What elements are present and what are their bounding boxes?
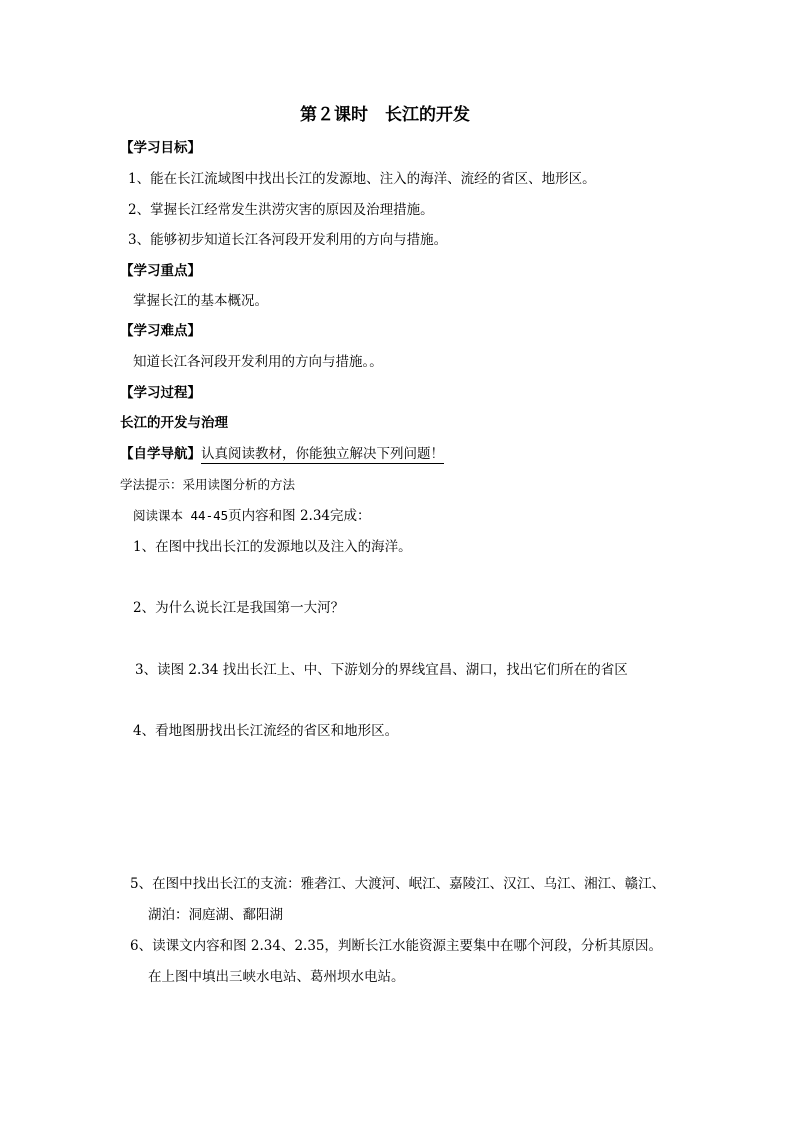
- question-item: 4、看地图册找出长江流经的省区和地形区。: [133, 723, 399, 739]
- key-text: 掌握长江的基本概况。: [133, 293, 268, 309]
- key-heading: 【学习重点】: [120, 263, 201, 279]
- difficulty-heading: 【学习难点】: [120, 323, 201, 339]
- difficulty-text: 知道长江各河段开发利用的方向与措施。。: [133, 354, 383, 370]
- process-heading: 【学习过程】: [120, 385, 201, 401]
- question-item-continuation: 湖泊：洞庭湖、鄱阳湖: [148, 907, 283, 923]
- page-title: 第２课时 长江的开发: [300, 105, 470, 125]
- goal-item: 1、能在长江流域图中找出长江的发源地、注入的海洋、流经的省区、地形区。: [128, 171, 596, 187]
- goal-item: 3、能够初步知道长江各河段开发利用的方向与措施。: [128, 232, 448, 248]
- reading-suffix: 页内容和图 2.34完成：: [228, 508, 371, 524]
- question-item: 5、在图中找出长江的支流：雅砻江、大渡河、岷江、嘉陵江、汉江、乌江、湘江、赣江、: [130, 876, 666, 892]
- reading-prefix: 阅读课本 44-45: [133, 508, 229, 523]
- question-item: 1、在图中找出长江的发源地以及注入的海洋。: [133, 539, 412, 555]
- reading-instruction: [133, 507, 371, 525]
- question-item: 3、读图 2.34 找出长江上、中、下游划分的界线宜昌、湖口，找出它们所在的省区: [135, 662, 628, 678]
- guide-line: [120, 445, 444, 463]
- goal-item: 2、掌握长江经常发生洪涝灾害的原因及治理措施。: [128, 202, 434, 218]
- method-tip: 学法提示：采用读图分析的方法: [120, 477, 296, 492]
- question-item-continuation: 在上图中填出三峡水电站、葛州坝水电站。: [148, 969, 405, 985]
- question-item: 6、读课文内容和图 2.34、2.35，判断长江水能资源主要集中在哪个河段，分析其原因。: [130, 938, 662, 954]
- subtopic-heading: 长江的开发与治理: [120, 415, 228, 431]
- goals-heading: 【学习目标】: [120, 140, 201, 156]
- guide-text: 认真阅读教材，你能独立解决下列问题！: [201, 446, 444, 462]
- guide-label: 【自学导航】: [120, 446, 201, 462]
- question-item: 2、为什么说长江是我国第一大河？: [133, 600, 345, 616]
